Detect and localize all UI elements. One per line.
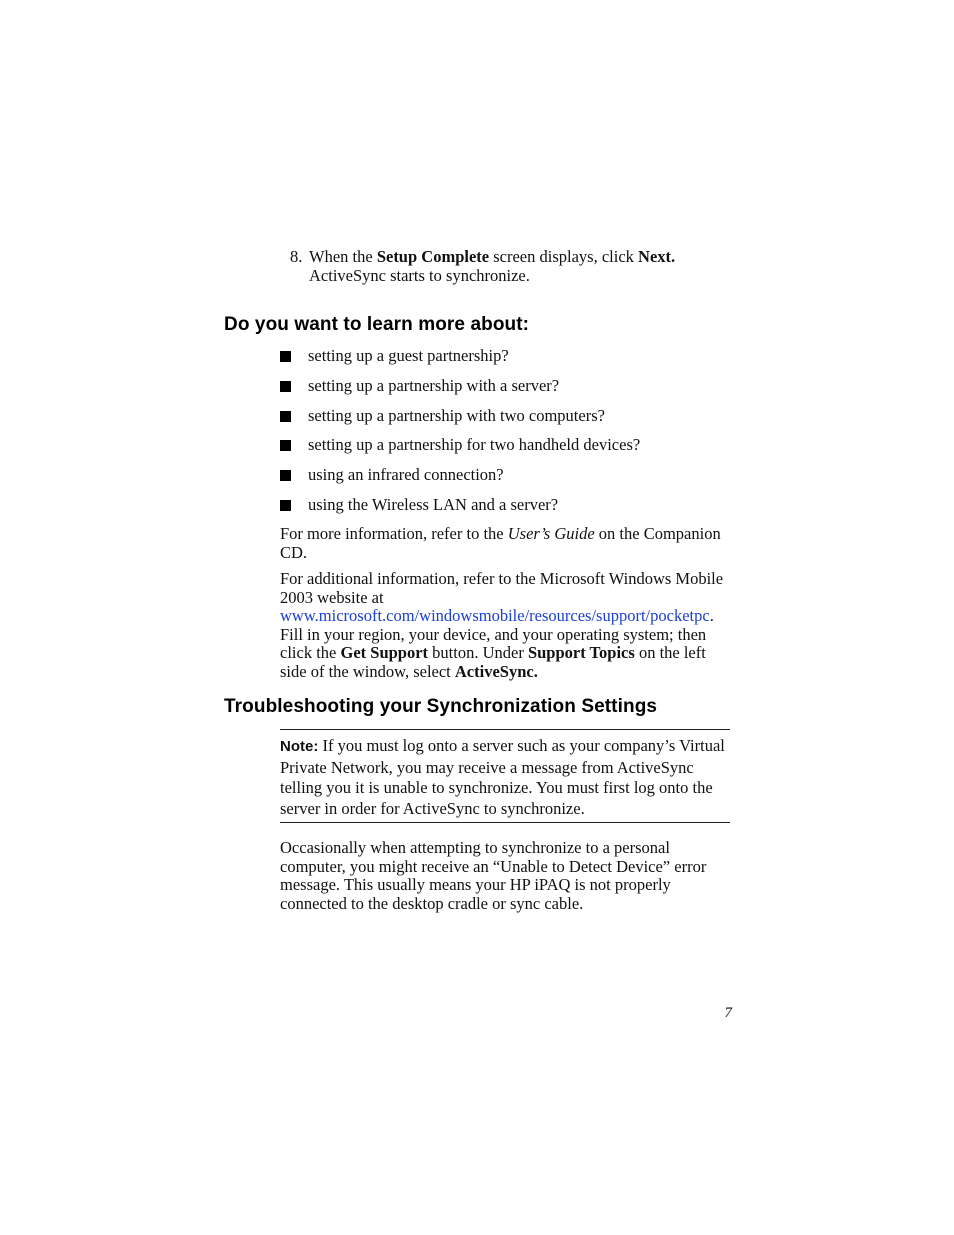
learn-more-list: [280, 347, 740, 526]
list-item[interactable]: setting up a partnership with two computers?: [280, 407, 740, 437]
note-label: Note:: [280, 738, 319, 755]
step-8-line2: ActiveSync starts to synchronize.: [309, 265, 530, 285]
bullet-square-icon: [280, 470, 291, 481]
note-text: If you must log onto a server such as your company’s Virtual Private Network, you may receive a message from ActiveSync telling you it is unable to synchronize. You must first log onto the server in order for ActiveSync to synchronize.: [280, 736, 725, 818]
step-number: 8.: [290, 247, 303, 266]
bullet-square-icon: [280, 351, 291, 362]
activesync-label: ActiveSync.: [454, 661, 538, 681]
troubleshooting-paragraph: Occasionally when attempting to synchronize to a personal computer, you might receive an “Unable to Detect Device” error message. This usually means your HP iPAQ is not properly connected to the desktop cradle or sync cable.: [280, 838, 707, 913]
get-support-label: Get Support: [340, 643, 429, 662]
step-8-text: When the Setup Complete screen displays, click Next. ActiveSync starts to synchronize.: [309, 247, 676, 285]
step-8: [290, 248, 730, 285]
support-topics-label: Support Topics: [527, 643, 635, 662]
next-label: Next.: [638, 247, 676, 266]
troubleshooting-heading: Troubleshooting your Synchronization Settings: [224, 696, 658, 717]
microsoft-support-link[interactable]: www.microsoft.com/windowsmobile/resources/support/pocketpc: [280, 606, 710, 625]
setup-complete-label: Setup Complete: [376, 247, 490, 266]
note-box: [280, 736, 732, 819]
list-item[interactable]: setting up a guest partnership?: [280, 347, 740, 377]
note-top-divider: [280, 729, 730, 730]
bullet-square-icon: [280, 440, 291, 451]
learn-more-heading: Do you want to learn more about:: [224, 314, 530, 335]
additional-info-paragraph: For additional information, refer to the Microsoft Windows Mobile 2003 website at www.microsoft.com/windowsmobile/resources/support/pocketpc. Fill in your region, your device, and your operating system; then click the Get Support button. Under Support Topics on the left side of the window, select ActiveSync.: [280, 569, 724, 681]
users-guide-title: User’s Guide: [507, 524, 595, 543]
bullet-square-icon: [280, 381, 291, 392]
list-item[interactable]: using the Wireless LAN and a server?: [280, 496, 740, 526]
list-item[interactable]: setting up a partnership with a server?: [280, 377, 740, 407]
list-item[interactable]: using an infrared connection?: [280, 466, 740, 496]
bullet-square-icon: [280, 500, 291, 511]
more-info-paragraph: For more information, refer to the User’s Guide on the Companion CD.: [280, 524, 721, 562]
bullet-square-icon: [280, 411, 291, 422]
note-bottom-divider: [280, 822, 730, 823]
page-number: 7: [724, 1005, 732, 1021]
list-item[interactable]: setting up a partnership for two handheld devices?: [280, 436, 740, 466]
